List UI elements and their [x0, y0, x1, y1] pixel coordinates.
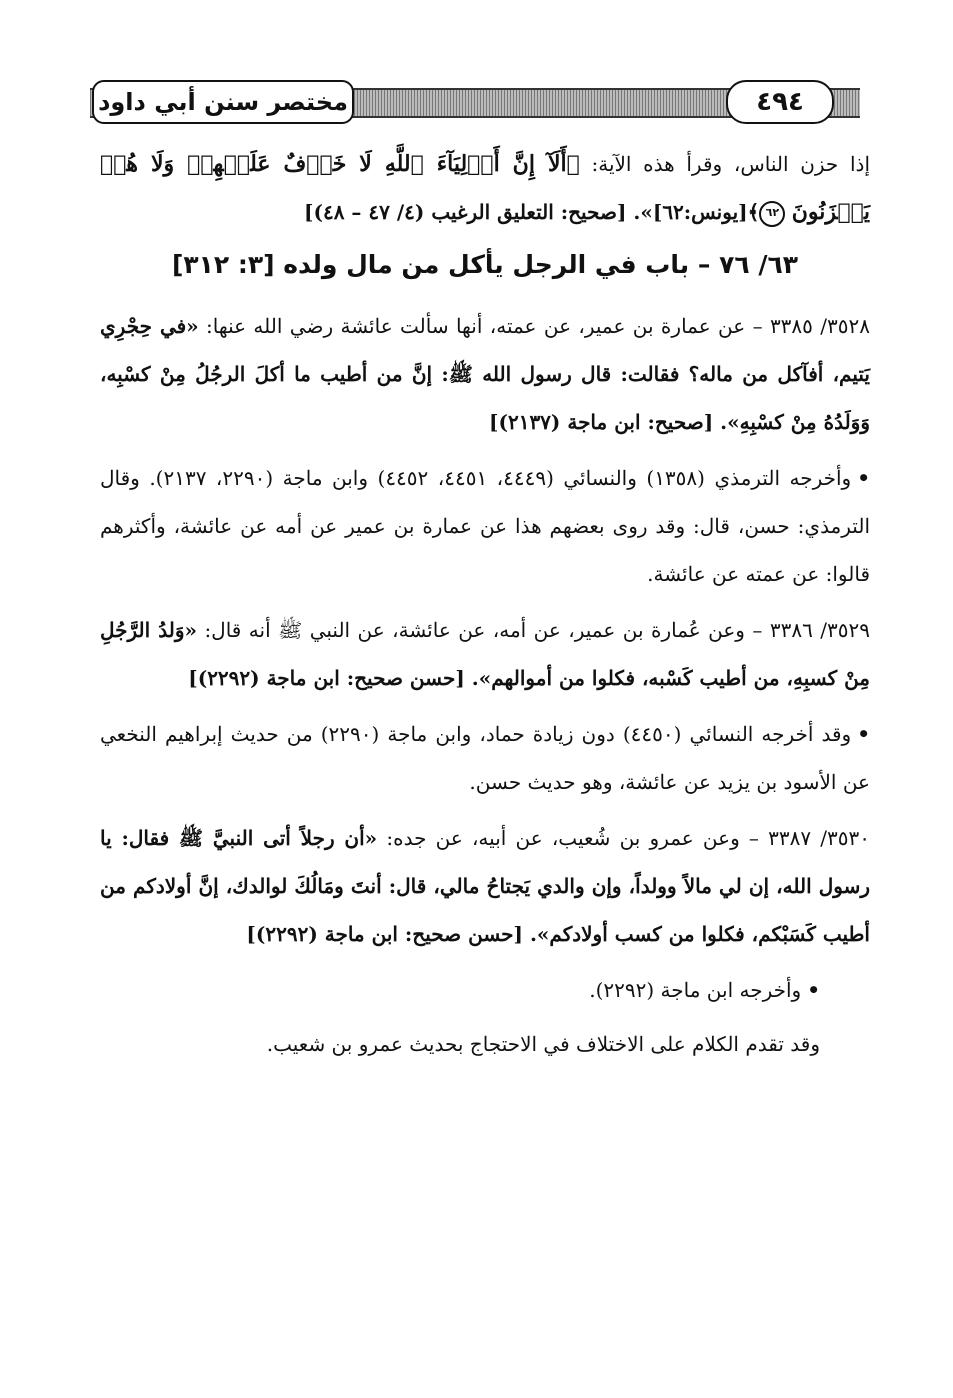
- hadith-3529-chain: ٣٥٢٩/ ٣٣٨٦ – وعن عُمارة بن عمير، عن أمه، عن عائشة، عن النبي ﷺ أنه قال:: [197, 618, 870, 642]
- hadith-3528: [100, 302, 870, 446]
- bullet-icon: •: [807, 978, 820, 1002]
- note-3528-text: وأخرجه الترمذي (١٣٥٨) والنسائي (٤٤٤٩، ٤٤٥١، ٤٤٥٢) وابن ماجة (٢٢٩٠، ٢١٣٧). وقال الترمذي: حسن، قال: وقد روى بعضهم هذا عن عمارة بن عمير عن أمه عن عائشة، وأكثرهم قالوا: عن عمته عن عائشة.: [100, 466, 870, 586]
- intro-tail: ﴾[يونس:٦٢]». [صحيح: التعليق الرغيب (٤/ ٤٧ – ٤٨)]: [304, 200, 760, 224]
- page-body: [100, 140, 870, 1068]
- page-number: ٤٩٤: [726, 80, 834, 124]
- book-title: مختصر سنن أبي داود: [92, 80, 354, 124]
- note-3528: [100, 454, 870, 598]
- note-3530: [100, 966, 870, 1014]
- chapter-heading: ٦٣/ ٧٦ – باب في الرجل يأكل من مال ولده [٣: ٣١٢]: [171, 250, 799, 279]
- page-header: [90, 78, 868, 128]
- quran-verse: ﴿أَلَآ إِنَّ أَوۡلِيَآءَ ٱللَّهِ لَا خَوۡفٌ عَلَيۡهِمۡ وَلَا هُمۡ يَحۡزَنُونَ: [100, 151, 870, 225]
- hadith-3529-text: «وَلدُ الرَّجُلِ مِنْ كسبِهِ، من أطيب كَسْبه، فكلوا من أموالهم». [حسن صحيح: ابن ماجة (٢٢٩٢)]: [100, 618, 870, 690]
- intro-lead: إذا حزن الناس، وقرأ هذه الآية:: [579, 152, 870, 176]
- closing-remark: وقد تقدم الكلام على الاختلاف في الاحتجاج بحديث عمرو بن شعيب.: [266, 1032, 820, 1056]
- hadith-3528-text: «في حِجْرِي يَتيم، أفآكل من ماله؟ فقالت: قال رسول الله ﷺ: إنَّ من أطيب ما أكلَ الرجُلُ مِنْ كسْبِه، وَوَلَدُهُ مِنْ كسْبِهِ». [صحيح: ابن ماجة (٢١٣٧)]: [100, 314, 870, 434]
- hadith-3530: [100, 814, 870, 958]
- bullet-icon: •: [857, 466, 871, 490]
- note-3529: [100, 710, 870, 806]
- note-3530-text: وأخرجه ابن ماجة (٢٢٩٢).: [589, 978, 802, 1002]
- hadith-3529: [100, 606, 870, 702]
- hadith-3528-chain: ٣٥٢٨/ ٣٣٨٥ – عن عمارة بن عمير، عن عمته، أنها سألت عائشة رضي الله عنها:: [198, 314, 870, 338]
- intro-paragraph: [100, 140, 870, 236]
- hadith-3530-chain: ٣٥٣٠/ ٣٣٨٧ – وعن عمرو بن شُعيب، عن أبيه، عن جده:: [377, 826, 871, 850]
- note-3529-text: وقد أخرجه النسائي (٤٤٥٠) دون زيادة حماد، وابن ماجة (٢٢٩٠) من حديث إبراهيم النخعي عن الأسود بن يزيد عن عائشة، وهو حديث حسن.: [100, 722, 870, 794]
- hadith-3530-text: «أن رجلاً أتى النبيَّ ﷺ فقال: يا رسول الله، إن لي مالاً وولداً، وإن والدي يَجتاحُ مالي، قال: أنتَ ومَالُكَ لوالدك، إنَّ أولادكم من أطيب كَسَبْكم، فكلوا من كسب أولادكم». [حسن صحيح: ابن ماجة (٢٢٩٢)]: [100, 826, 870, 946]
- ayah-number-icon: ٦٢: [759, 201, 785, 227]
- bullet-icon: •: [857, 722, 871, 746]
